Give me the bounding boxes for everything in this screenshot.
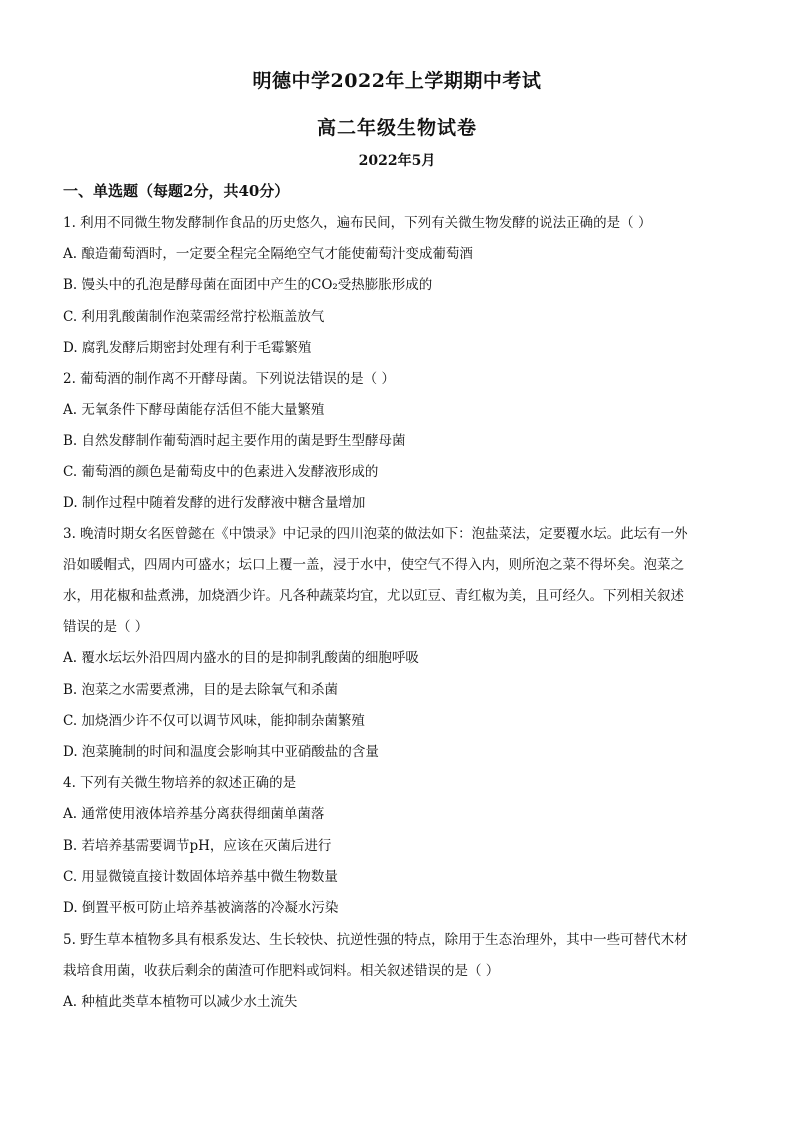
answer-option: B. 馒头中的孔泡是酵母菌在面团中产生的CO₂受热膨胀形成的 xyxy=(63,277,433,293)
subject-title: 高二年级生物试卷 xyxy=(316,117,477,139)
answer-option: C. 加烧酒少许不仅可以调节风味，能抑制杂菌繁殖 xyxy=(63,713,365,729)
answer-option: B. 自然发酵制作葡萄酒时起主要作用的菌是野生型酵母菌 xyxy=(63,433,406,449)
answer-option: C. 用显微镜直接计数固体培养基中微生物数量 xyxy=(63,869,338,885)
question-stem: 1. 利用不同微生物发酵制作食品的历史悠久，遍布民间，下列有关微生物发酵的说法正确的是（ ） xyxy=(63,215,652,231)
answer-option: A. 种植此类草本植物可以减少水土流失 xyxy=(63,994,298,1010)
answer-option: D. 腐乳发酵后期密封处理有利于毛霉繁殖 xyxy=(63,340,312,356)
question-stem: 4. 下列有关微生物培养的叙述正确的是 xyxy=(63,775,297,791)
answer-option: A. 覆水坛坛外沿四周内盛水的目的是抑制乳酸菌的细胞呼吸 xyxy=(63,650,419,666)
answer-option: B. 若培养基需要调节pH，应该在灭菌后进行 xyxy=(63,838,332,854)
question-stem: 3. 晚清时期女名医曾懿在《中馈录》中记录的四川泡菜的做法如下：泡盐菜法，定要覆水坛。此坛有一外 xyxy=(63,526,688,542)
answer-option: C. 利用乳酸菌制作泡菜需经常拧松瓶盖放气 xyxy=(63,309,325,325)
answer-option: D. 倒置平板可防止培养基被滴落的冷凝水污染 xyxy=(63,900,339,916)
answer-option: C. 葡萄酒的颜色是葡萄皮中的色素进入发酵液形成的 xyxy=(63,464,379,480)
question-stem: 2. 葡萄酒的制作离不开酵母菌。下列说法错误的是（ ） xyxy=(63,371,395,387)
answer-option: D. 制作过程中随着发酵的进行发酵液中糖含量增加 xyxy=(63,495,366,511)
answer-option: A. 酿造葡萄酒时，一定要全程完全隔绝空气才能使葡萄汁变成葡萄酒 xyxy=(63,246,473,262)
question-stem: 沿如暖帽式，四周内可盛水；坛口上覆一盖，浸于水中，使空气不得入内，则所泡之菜不得坏矣。泡菜之 xyxy=(63,557,684,573)
section-title: 一、单选题（每题2分，共40分） xyxy=(63,182,290,200)
school-exam-title: 明德中学2022年上学期期中考试 xyxy=(252,70,542,92)
question-stem: 栽培食用菌，收获后剩余的菌渣可作肥料或饲料。相关叙述错误的是（ ） xyxy=(63,963,500,979)
answer-option: B. 泡菜之水需要煮沸，目的是去除氧气和杀菌 xyxy=(63,682,339,698)
question-stem: 水，用花椒和盐煮沸，加烧酒少许。凡各种蔬菜均宜，尤以豇豆、青红椒为美，且可经久。下列相关叙述 xyxy=(63,588,684,604)
exam-date: 2022年5月 xyxy=(358,153,436,169)
answer-option: D. 泡菜腌制的时间和温度会影响其中亚硝酸盐的含量 xyxy=(63,744,379,760)
question-stem: 错误的是（ ） xyxy=(63,619,149,635)
answer-option: A. 无氧条件下酵母菌能存活但不能大量繁殖 xyxy=(63,402,325,418)
answer-option: A. 通常使用液体培养基分离获得细菌单菌落 xyxy=(63,806,325,822)
question-stem: 5. 野生草本植物多具有根系发达、生长较快、抗逆性强的特点，除用于生态治理外，其中一些可替代木材 xyxy=(63,932,688,948)
